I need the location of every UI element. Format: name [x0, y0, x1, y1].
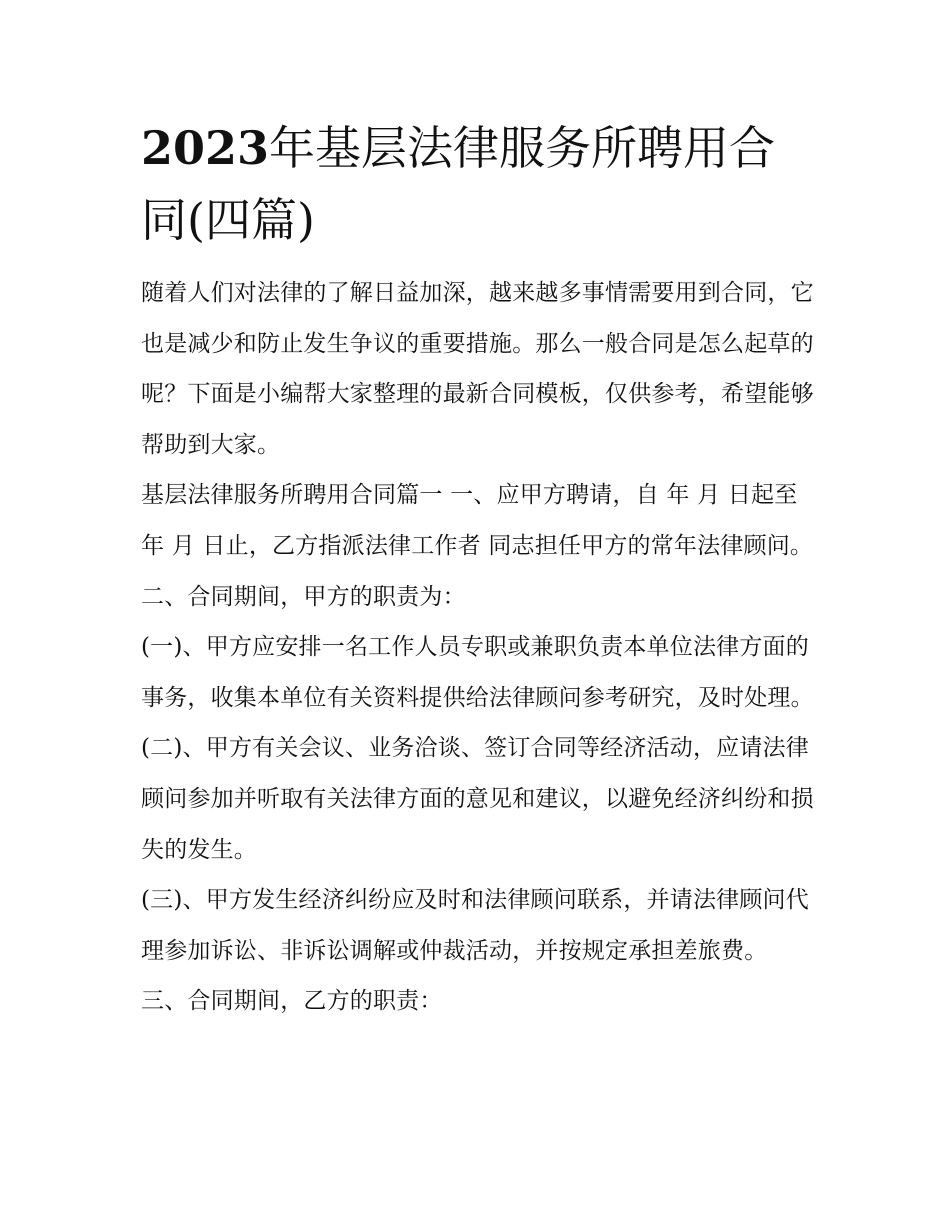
document-title — [141, 112, 821, 256]
paragraph-article-1: 基层法律服务所聘用合同篇一 一、应甲方聘请，自 年 月 日起至 年 月 日止，乙方指派法律工作者 同志担任甲方的常年法律顾问。 二、合同期间，甲方的职责为： — [141, 482, 814, 610]
paragraph-clause-1: (一)、甲方应安排一名工作人员专职或兼职负责本单位法律方面的事务，收集本单位有关资料提供给法律顾问参考研究，及时处理。 — [141, 634, 814, 711]
document-body — [141, 268, 821, 1027]
document-page — [141, 112, 821, 1027]
title-main: 年基层法律服务所聘用合同(四篇) — [141, 121, 776, 247]
title-year: 2023 — [141, 121, 270, 175]
paragraph-clause-3: (三)、甲方发生经济纠纷应及时和法律顾问联系，并请法律顾问代理参加诉讼、非诉讼调解或仲裁活动，并按规定承担差旅费。 三、合同期间，乙方的职责： — [141, 887, 809, 1015]
paragraph-intro: 随着人们对法律的了解日益加深，越来越多事情需要用到合同，它也是减少和防止发生争议的重要措施。那么一般合同是怎么起草的呢？下面是小编帮大家整理的最新合同模板，仅供参考，希望能够帮助到大家。 — [141, 280, 814, 458]
paragraph-clause-2: (二)、甲方有关会议、业务洽谈、签订合同等经济活动，应请法律顾问参加并听取有关法律方面的意见和建议，以避免经济纠纷和损失的发生。 — [141, 735, 814, 863]
